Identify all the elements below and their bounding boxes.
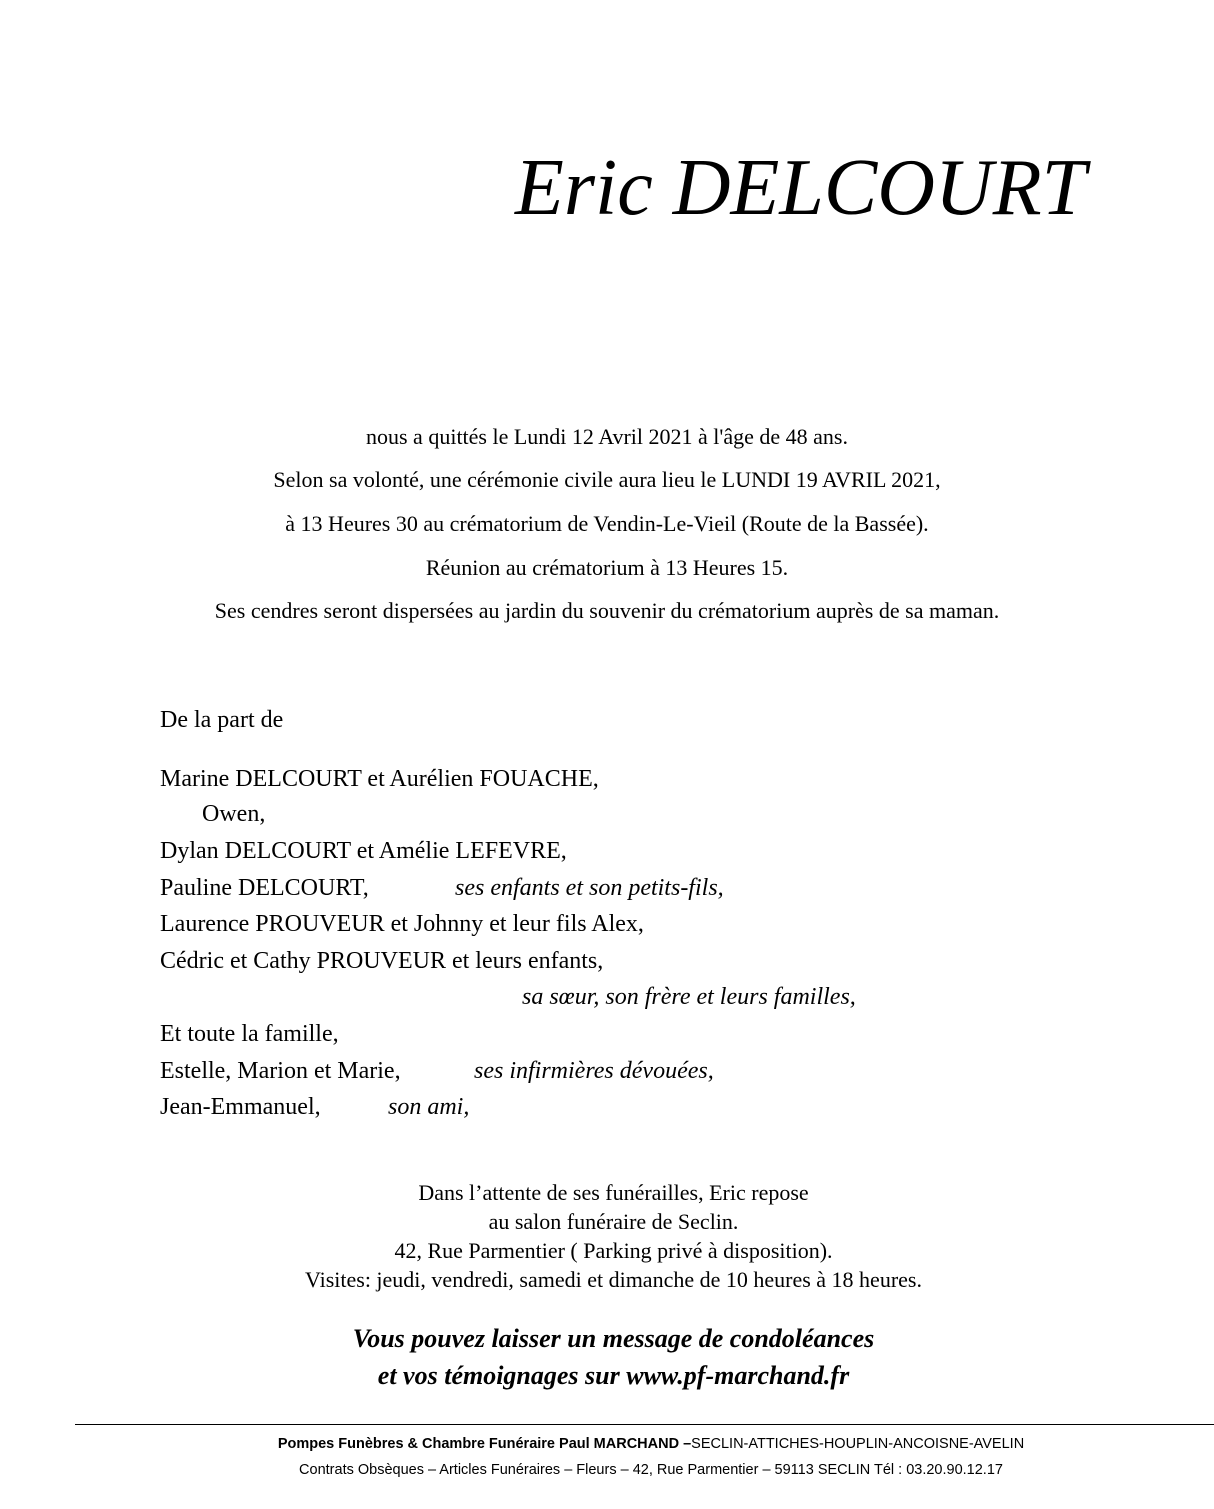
repose-line: Dans l’attente de ses funérailles, Eric repose [418, 1180, 809, 1205]
deceased-name: Eric DELCOURT [515, 144, 1087, 232]
condolences-website: et vos témoignages sur www.pf-marchand.fr [377, 1361, 850, 1390]
from-label: De la part de [160, 707, 284, 733]
family-line: Marine DELCOURT et Aurélien FOUACHE, [160, 766, 599, 792]
announcement-line-ceremony: Selon sa volonté, une cérémonie civile aura lieu le LUNDI 19 AVRIL 2021, [273, 467, 941, 492]
announcement-line-location: à 13 Heures 30 au crématorium de Vendin-Le-Vieil (Route de la Bassée). [285, 511, 929, 536]
footer-divider [75, 1424, 1214, 1425]
family-line: Owen, [202, 801, 266, 827]
footer-services: Contrats Obsèques – Articles Funéraires – Fleurs – 42, Rue Parmentier – 59113 SECLIN Tél : 03.20.90.12.17 [299, 1462, 1003, 1478]
footer-company [0, 1437, 1214, 1452]
repose-address: 42, Rue Parmentier ( Parking privé à disposition). [394, 1238, 833, 1263]
family-line: Pauline DELCOURT, [160, 875, 369, 901]
footer-company-name: Pompes Funèbres & Chambre Funéraire Paul MARCHAND – [277, 1436, 692, 1452]
footer-locations: SECLIN-ATTICHES-HOUPLIN-ANCOISNE-AVELIN [691, 1436, 1025, 1452]
repose-line: au salon funéraire de Seclin. [488, 1209, 739, 1234]
repose-visits: Visites: jeudi, vendredi, samedi et dimanche de 10 heures à 18 heures. [305, 1267, 922, 1292]
announcement-line-ashes: Ses cendres seront dispersées au jardin du souvenir du crématorium auprès de sa maman. [214, 598, 1000, 623]
relation-siblings: sa sœur, son frère et leurs familles, [522, 984, 856, 1010]
family-line: Jean-Emmanuel, [160, 1094, 321, 1120]
announcement-line-meeting: Réunion au crématorium à 13 Heures 15. [425, 555, 789, 580]
family-line: Dylan DELCOURT et Amélie LEFEVRE, [160, 838, 567, 864]
condolences-line: Vous pouvez laisser un message de condoléances [352, 1324, 875, 1353]
relation-friend: son ami, [388, 1094, 470, 1120]
family-line: Estelle, Marion et Marie, [160, 1058, 401, 1084]
family-line: Et toute la famille, [160, 1021, 339, 1047]
relation-children: ses enfants et son petits-fils, [455, 875, 724, 901]
family-line: Laurence PROUVEUR et Johnny et leur fils Alex, [160, 911, 644, 937]
announcement-line-death: nous a quittés le Lundi 12 Avril 2021 à l'âge de 48 ans. [366, 424, 848, 449]
relation-nurses: ses infirmières dévouées, [474, 1058, 714, 1084]
family-line: Cédric et Cathy PROUVEUR et leurs enfants, [160, 948, 604, 974]
